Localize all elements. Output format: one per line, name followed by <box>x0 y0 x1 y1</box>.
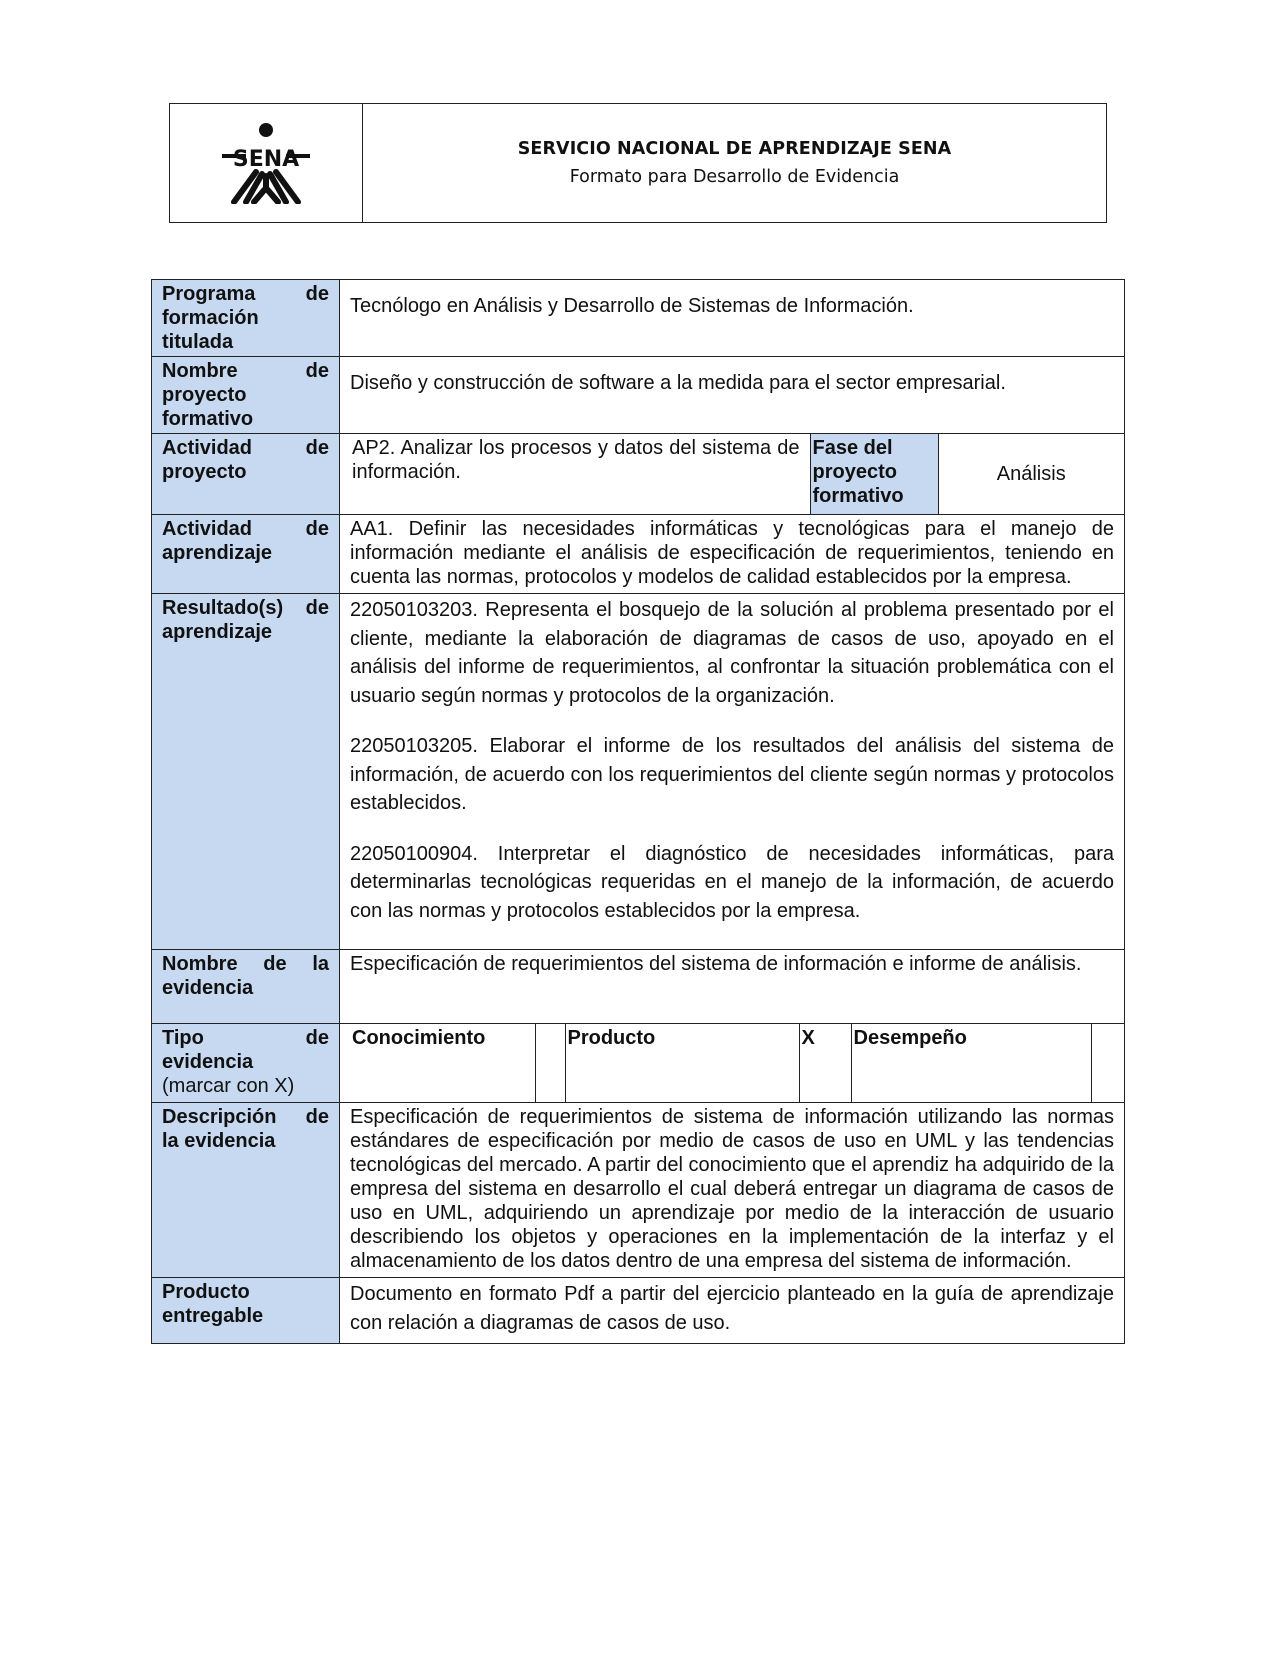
tipo-option-conocimiento: Conocimiento <box>350 1024 535 1102</box>
row-actividad-proyecto <box>152 434 1125 515</box>
label-text: Actividad <box>162 518 253 540</box>
label-note: (marcar con X) <box>162 1075 295 1097</box>
document-subtitle: Formato para Desarrollo de Evidencia <box>569 167 900 187</box>
label-text: la evidencia <box>162 1130 276 1152</box>
label-text: Nombre de la <box>162 953 329 975</box>
resultado-item: 22050103205. Elaborar el informe de los resultados del análisis del sistema de información, de acuerdo con los requerimientos del cliente según normas y protocolos establecidos. <box>350 735 1114 814</box>
label-text: entregable <box>162 1305 264 1327</box>
label-text: de <box>305 1106 329 1128</box>
label-text: Programa <box>162 283 256 305</box>
label-text: proyecto <box>162 461 247 483</box>
header-title-cell <box>363 104 1106 222</box>
label-text: proyecto formativo <box>162 384 254 430</box>
value-actividad-aprendizaje: AA1. Definir las necesidades informáticas y tecnológicas para el manejo de información mediante el análisis de especificación de requerimientos, teniendo en cuenta las normas, protocolos y modelos de calidad establecidos por la empresa. <box>340 515 1125 594</box>
tipo-option-desempeno: Desempeño <box>851 1024 1091 1102</box>
tipo-mark-producto[interactable]: X <box>799 1024 851 1102</box>
value-proyecto: Diseño y construcción de software a la medida para el sector empresarial. <box>340 357 1125 434</box>
label-producto-entregable <box>152 1278 340 1344</box>
sena-logo-text: SENA <box>232 147 300 172</box>
label-programa <box>152 280 340 357</box>
row-nombre-evidencia <box>152 950 1125 1024</box>
label-resultados <box>152 594 340 950</box>
value-producto-entregable: Documento en formato Pdf a partir del ejercicio planteado en la guía de aprendizaje con relación a diagramas de casos de uso. <box>340 1278 1125 1344</box>
label-text: Descripción <box>162 1106 277 1128</box>
tipo-mark-conocimiento[interactable] <box>535 1024 565 1102</box>
row-programa <box>152 280 1125 357</box>
fase-label: Fase del proyecto formativo <box>810 434 938 514</box>
label-actividad-aprendizaje <box>152 515 340 594</box>
label-text: evidencia <box>162 977 254 999</box>
row-actividad-aprendizaje <box>152 515 1125 594</box>
row-proyecto <box>152 357 1125 434</box>
label-text: de <box>305 1027 329 1049</box>
sena-logo <box>216 122 316 204</box>
label-text: aprendizaje <box>162 542 273 564</box>
label-text: de <box>305 437 329 459</box>
row-producto-entregable <box>152 1278 1125 1344</box>
resultado-item: 22050100904. Interpretar el diagnóstico de necesidades informáticas, para determinarlas tecnológicas requeridas en el manejo de la información, de acuerdo con las normas y protocolos establecidos por la empresa. <box>350 842 1114 922</box>
document-title: SERVICIO NACIONAL DE APRENDIZAJE SENA <box>517 139 952 159</box>
row-descripcion <box>152 1103 1125 1278</box>
label-text: formación titulada <box>162 307 259 353</box>
actividad-proyecto-text: AP2. Analizar los procesos y datos del sistema de información. <box>352 437 800 483</box>
resultado-item: 22050103203. Representa el bosquejo de la solución al problema presentado por el cliente, mediante la elaboración de diagramas de casos de uso, apoyado en el análisis del informe de requerimientos, al confrontar la situación problemática con el usuario según normas y protocolos de la organización. <box>350 599 1114 707</box>
label-descripcion <box>152 1103 340 1278</box>
value-resultados <box>340 594 1125 950</box>
label-text: de <box>305 283 329 305</box>
label-text: Tipo <box>162 1027 204 1049</box>
label-text: Nombre <box>162 360 238 382</box>
label-proyecto <box>152 357 340 434</box>
label-text: Actividad <box>162 437 253 459</box>
row-resultados <box>152 594 1125 950</box>
value-tipo-evidencia <box>340 1024 1125 1103</box>
value-nombre-evidencia: Especificación de requerimientos del sistema de información e informe de análisis. <box>340 950 1125 1024</box>
value-actividad-proyecto <box>340 434 1125 515</box>
document-header <box>169 103 1107 223</box>
label-tipo-evidencia <box>152 1024 340 1103</box>
tipo-mark-desempeno[interactable] <box>1091 1024 1124 1102</box>
label-actividad-proyecto <box>152 434 340 515</box>
fase-value: Análisis <box>996 463 1066 485</box>
label-text: Resultado(s) <box>162 597 284 619</box>
label-text: Producto <box>162 1281 250 1303</box>
label-text: evidencia <box>162 1051 254 1073</box>
row-tipo-evidencia <box>152 1024 1125 1103</box>
logo-cell <box>170 104 363 222</box>
value-programa: Tecnólogo en Análisis y Desarrollo de Sistemas de Información. <box>340 280 1125 357</box>
label-text: de <box>305 360 329 382</box>
label-nombre-evidencia <box>152 950 340 1024</box>
label-text: aprendizaje <box>162 621 273 643</box>
value-descripcion: Especificación de requerimientos de sistema de información utilizando las normas estándares de especificación por medio de casos de uso en UML y las tendencias tecnológicas del mercado. A partir del conocimiento que el aprendiz ha adquirido de la empresa del sistema en desarrollo el cual deberá entregar un diagrama de casos de uso en UML, adquiriendo un aprendizaje por medio de la interacción de usuario describiendo los objetos y operaciones en la implementación de la interfaz y el almacenamiento de los datos dentro de una empresa del sistema de información. <box>340 1103 1125 1278</box>
label-text: de <box>305 518 329 540</box>
evidence-table <box>151 279 1125 1344</box>
label-text: de <box>305 597 329 619</box>
tipo-option-producto: Producto <box>565 1024 799 1102</box>
